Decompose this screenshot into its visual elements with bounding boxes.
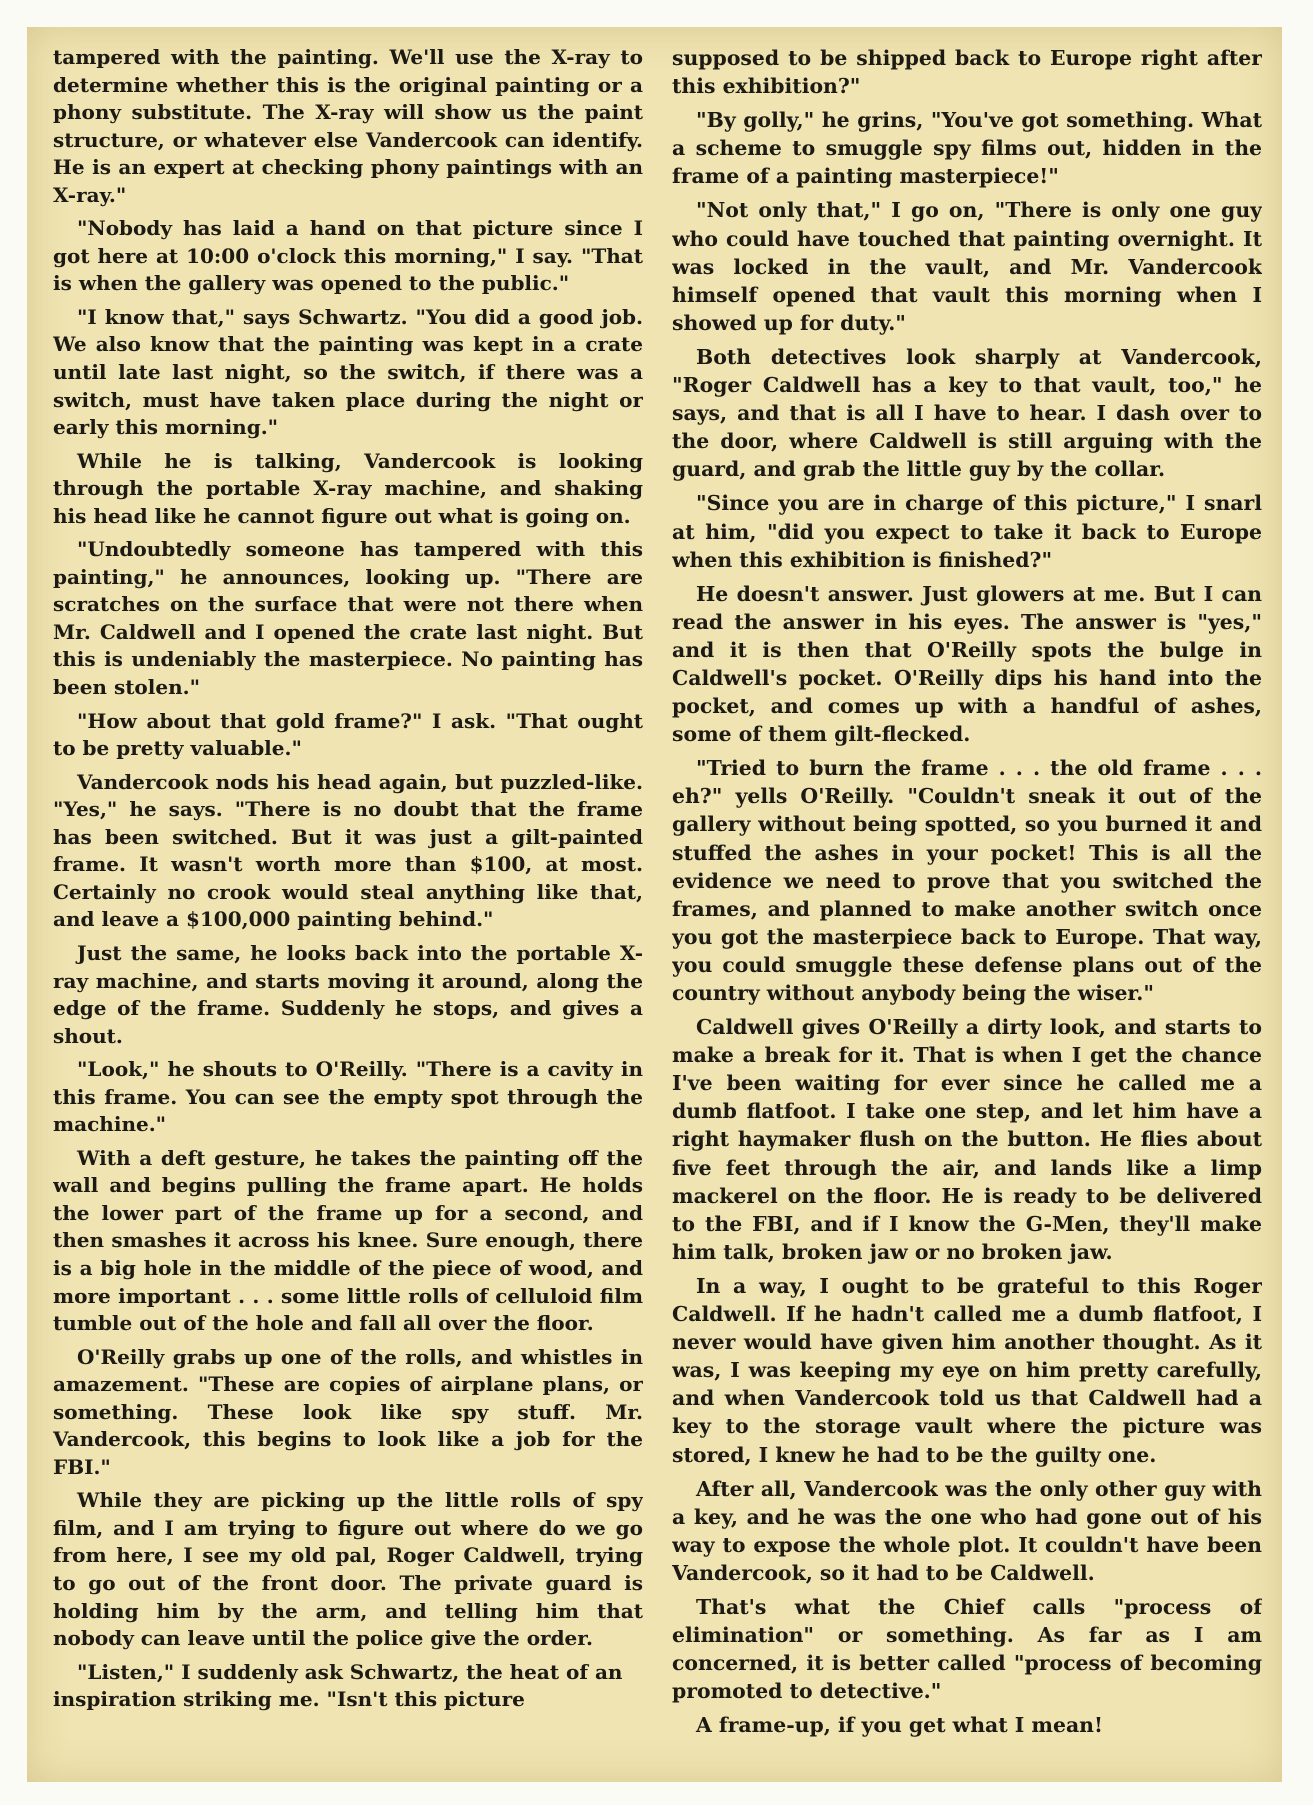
paragraph: He doesn't answer. Just glowers at me. But I can read the answer in his eyes. The answer is "yes," and it is then that O'Reilly spots the bulge in Caldwell's pocket. O'Reilly dips his hand into the pocket, and comes up with a handful of ashes, some of them gilt-flecked. <box>672 581 1262 747</box>
paragraph: "By golly," he grins, "You've got something. What a scheme to smuggle spy films out, hidden in the frame of a painting masterpiece!" <box>672 108 1262 189</box>
paragraph: "Undoubtedly someone has tampered with this painting," he announces, looking up. "There are scratches on the surface that were not there when Mr. Caldwell and I opened the crate last night. But this is undeniably the masterpiece. No painting has been stolen." <box>53 537 643 700</box>
paragraph: After all, Vandercook was the only other guy with a key, and he was the one who had gone out of his way to expose the whole plot. It couldn't have been Vandercook, so it had to be Caldwell. <box>672 1476 1262 1585</box>
paragraph: Caldwell gives O'Reilly a dirty look, and starts to make a break for it. That is when I get the chance I've been waiting for ever since he called me a dumb flatfoot. I take one step, and let him have a right haymaker flush on the button. He flies about five feet through the air, and lands like a limp mackerel on the floor. He is ready to be delivered to the FBI, and if I know the G-Men, they'll make him talk, broken jaw or no broken jaw. <box>672 1015 1262 1264</box>
right-column <box>672 44 1262 1754</box>
paragraph: "Tried to burn the frame . . . the old frame . . . eh?" yells O'Reilly. "Couldn't sneak it out of the gallery without being spotted, so you burned it and stuffed the ashes in your pocket! This is all the evidence we need to prove that you switched the frames, and planned to make another switch once you got the masterpiece back to Europe. That way, you could smuggle these defense plans out of the country without anybody being the wiser." <box>672 756 1262 1005</box>
paragraph: "Not only that," I go on, "There is only one guy who could have touched that painting overnight. It was locked in the vault, and Mr. Vandercook himself opened that vault this morning when I showed up for duty." <box>672 198 1262 335</box>
paragraph: Both detectives look sharply at Vandercook, "Roger Caldwell has a key to that vault, too," he says, and that is all I have to hear. I dash over to the door, where Caldwell is still arguing with the guard, and grab the little guy by the collar. <box>672 344 1262 482</box>
paragraph: tampered with the painting. We'll use the X-ray to determine whether this is the original painting or a phony substitute. The X-ray will show us the paint structure, or whatever else Vandercook can identify. He is an expert at checking phony paintings with an X-ray." <box>53 45 643 207</box>
paragraph: "Since you are in charge of this picture," I snarl at him, "did you expect to take it back to Europe when this exhibition is finished?" <box>672 491 1262 572</box>
paragraph: supposed to be shipped back to Europe right after this exhibition?" <box>672 46 1262 99</box>
paragraph: A frame-up, if you get what I mean! <box>696 1713 1103 1738</box>
paragraph: In a way, I ought to be grateful to this Roger Caldwell. If he hadn't called me a dumb flatfoot, I never would have given him another thought. As it was, I was keeping my eye on him pretty carefully, and when Vandercook told us that Caldwell had a key to the storage vault where the picture was stored, I knew he had to be the guilty one. <box>672 1273 1262 1467</box>
paragraph: With a deft gesture, he takes the painting off the wall and begins pulling the frame apart. He holds the lower part of the frame up for a second, and then smashes it across his knee. Sure enough, there is a big hole in the middle of the piece of wood, and more important . . . some little rolls of celluloid film tumble out of the hole and fall all over the floor. <box>53 1145 643 1336</box>
paragraph: "How about that gold frame?" I ask. "That ought to be pretty valuable." <box>53 708 643 761</box>
paragraph: "Nobody has laid a hand on that picture since I got here at 10:00 o'clock this morning," I say. "That is when the gallery was opened to the public." <box>53 216 643 296</box>
paragraph: That's what the Chief calls "process of elimination" or something. As far as I am concerned, it is better called "process of becoming promoted to detective." <box>672 1594 1262 1704</box>
paragraph: Just the same, he looks back into the portable X-ray machine, and starts moving it around, along the edge of the frame. Suddenly he stops, and gives a shout. <box>53 940 643 1048</box>
paragraph: "Listen," I suddenly ask Schwartz, the heat of an inspiration striking me. "Isn't this picture <box>53 1659 623 1712</box>
paragraph: O'Reilly grabs up one of the rolls, and whistles in amazement. "These are copies of airplane plans, or something. These look like spy stuff. Mr. Vandercook, this begins to look like a job for the FBI." <box>53 1344 643 1479</box>
left-column <box>53 44 643 1754</box>
paragraph: "I know that," says Schwartz. "You did a good job. We also know that the painting was kept in a crate until late last night, so the switch, if there was a switch, must have taken place during the night or early this morning." <box>53 304 643 440</box>
paragraph: Vandercook nods his head again, but puzzled-like. "Yes," he says. "There is no doubt that the frame has been switched. But it was just a gilt-painted frame. It wasn't worth more than $100, at most. Certainly no crook would steal anything like that, and leave a $100,000 painting behind." <box>53 769 643 932</box>
paragraph: "Look," he shouts to O'Reilly. "There is a cavity in this frame. You can see the empty spot through the machine." <box>53 1057 643 1137</box>
paragraph: While they are picking up the little rolls of spy film, and I am trying to figure out where do we go from here, I see my old pal, Roger Caldwell, trying to go out of the front door. The private guard is holding him by the arm, and telling him that nobody can leave until the police give the order. <box>53 1488 643 1651</box>
paragraph: While he is talking, Vandercook is looking through the portable X-ray machine, and shaking his head like he cannot figure out what is going on. <box>53 448 643 528</box>
